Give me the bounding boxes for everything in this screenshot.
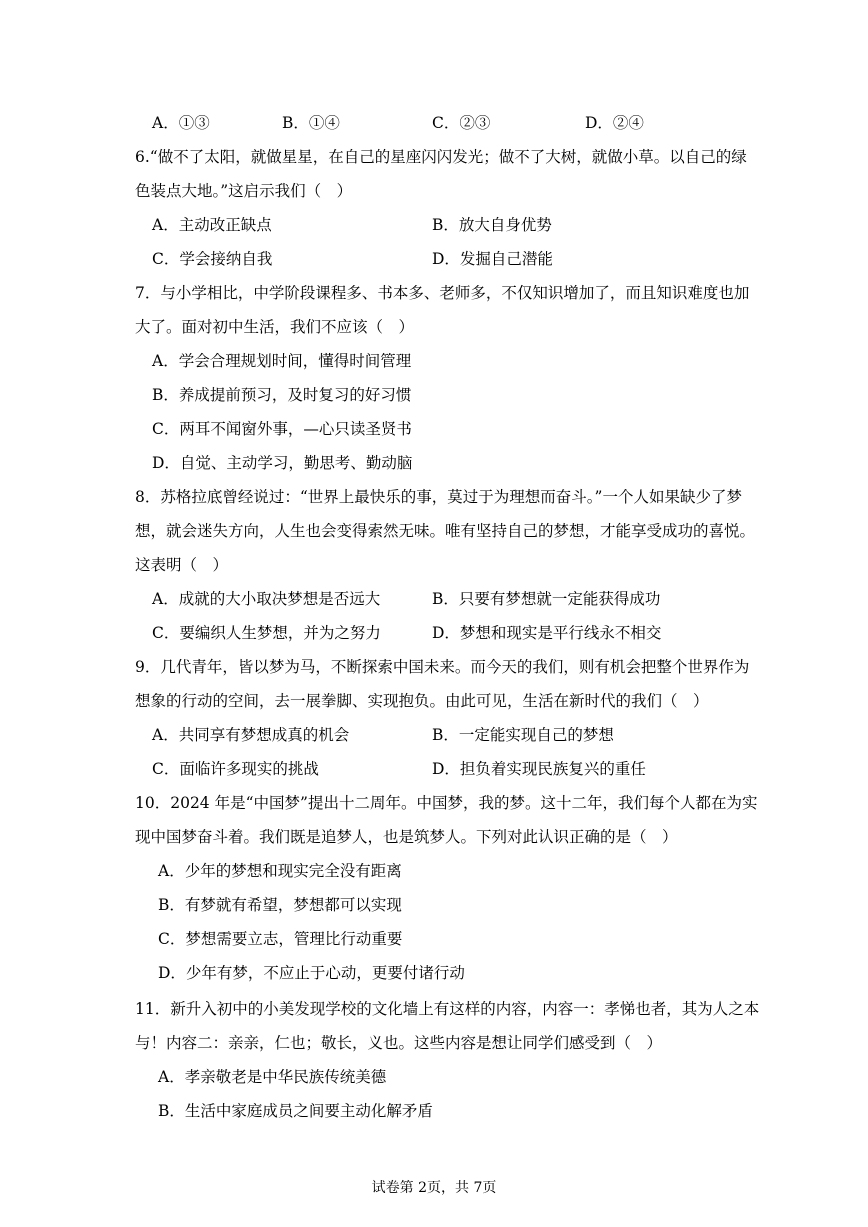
page-footer: 试卷第 2页，共 7页 — [371, 1180, 497, 1196]
q9-option-b: B．一定能实现自己的梦想 — [432, 726, 614, 744]
q6-option-b: B．放大自身优势 — [432, 216, 552, 234]
q11-stem-line-2: 与！内容二：亲亲，仁也；敬长，义也。这些内容是想让同学们感受到（ ） — [135, 1034, 663, 1052]
q8-stem-line-2: 想，就会迷失方向，人生也会变得索然无味。唯有坚持自己的梦想，才能享受成功的喜悦。 — [135, 522, 756, 540]
q6-option-c: C．学会接纳自我 — [152, 250, 273, 268]
q6-stem-line-2: 色装点大地。”这启示我们（ ） — [135, 182, 353, 200]
q8-option-a: A．成就的大小取决梦想是否远大 — [152, 590, 381, 608]
q5-option-d: D．②④ — [585, 114, 644, 132]
q6-stem-line-1: 6.“做不了太阳，就做星星，在自己的星座闪闪发光；做不了大树，就做小草。以自己的绿 — [135, 148, 747, 166]
q5-option-a: A．①③ — [152, 114, 210, 132]
q7-option-a: A．学会合理规划时间，懂得时间管理 — [152, 352, 412, 370]
q7-stem-line-1: 7．与小学相比，中学阶段课程多、书本多、老师多，不仅知识增加了，而且知识难度也加 — [135, 284, 750, 302]
q8-stem-line-3: 这表明（ ） — [135, 556, 229, 574]
q8-option-d: D．梦想和现实是平行线永不相交 — [432, 624, 662, 642]
q8-stem-line-1: 8．苏格拉底曾经说过：“世界上最快乐的事，莫过于为理想而奋斗。”一个人如果缺少了梦 — [135, 488, 742, 506]
q9-option-d: D．担负着实现民族复兴的重任 — [432, 760, 646, 778]
q10-option-c: C．梦想需要立志，管理比行动重要 — [158, 930, 403, 948]
q10-option-a: A．少年的梦想和现实完全没有距离 — [158, 862, 402, 880]
q5-option-c: C．②③ — [432, 114, 491, 132]
q8-option-c: C．要编织人生梦想，并为之努力 — [152, 624, 381, 642]
q11-option-a: A．孝亲敬老是中华民族传统美德 — [158, 1068, 387, 1086]
q11-option-b: B．生活中家庭成员之间要主动化解矛盾 — [158, 1102, 433, 1120]
q7-option-c: C．两耳不闻窗外事，—心只读圣贤书 — [152, 420, 412, 438]
q10-option-b: B．有梦就有希望，梦想都可以实现 — [158, 896, 402, 914]
q8-option-b: B．只要有梦想就一定能获得成功 — [432, 590, 661, 608]
q7-option-d: D．自觉、主动学习，勤思考、勤动脑 — [152, 454, 413, 472]
q10-stem-line-2: 现中国梦奋斗着。我们既是追梦人，也是筑梦人。下列对此认识正确的是（ ） — [135, 828, 678, 846]
q9-option-c: C．面临许多现实的挑战 — [152, 760, 319, 778]
q9-stem-line-2: 想象的行动的空间，去一展拳脚、实现抱负。由此可见，生活在新时代的我们（ ） — [135, 692, 709, 710]
q7-option-b: B．养成提前预习，及时复习的好习惯 — [152, 386, 412, 404]
q6-option-d: D．发掘自己潜能 — [432, 250, 553, 268]
q10-option-d: D．少年有梦，不应止于心动，更要付诸行动 — [158, 964, 465, 982]
q9-stem-line-1: 9．几代青年，皆以梦为马，不断探索中国未来。而今天的我们，则有机会把整个世界作为 — [135, 658, 750, 676]
q7-stem-line-2: 大了。面对初中生活，我们不应该（ ） — [135, 318, 415, 336]
q11-stem-line-1: 11．新升入初中的小美发现学校的文化墙上有这样的内容，内容一：孝悌也者，其为人之本 — [135, 1000, 760, 1018]
q9-option-a: A．共同享有梦想成真的机会 — [152, 726, 350, 744]
q5-option-b: B．①④ — [282, 114, 340, 132]
q10-stem-line-1: 10．2024 年是“中国梦”提出十二周年。中国梦，我的梦。这十二年，我们每个人都在为实 — [135, 794, 758, 812]
q6-option-a: A．主动改正缺点 — [152, 216, 272, 234]
